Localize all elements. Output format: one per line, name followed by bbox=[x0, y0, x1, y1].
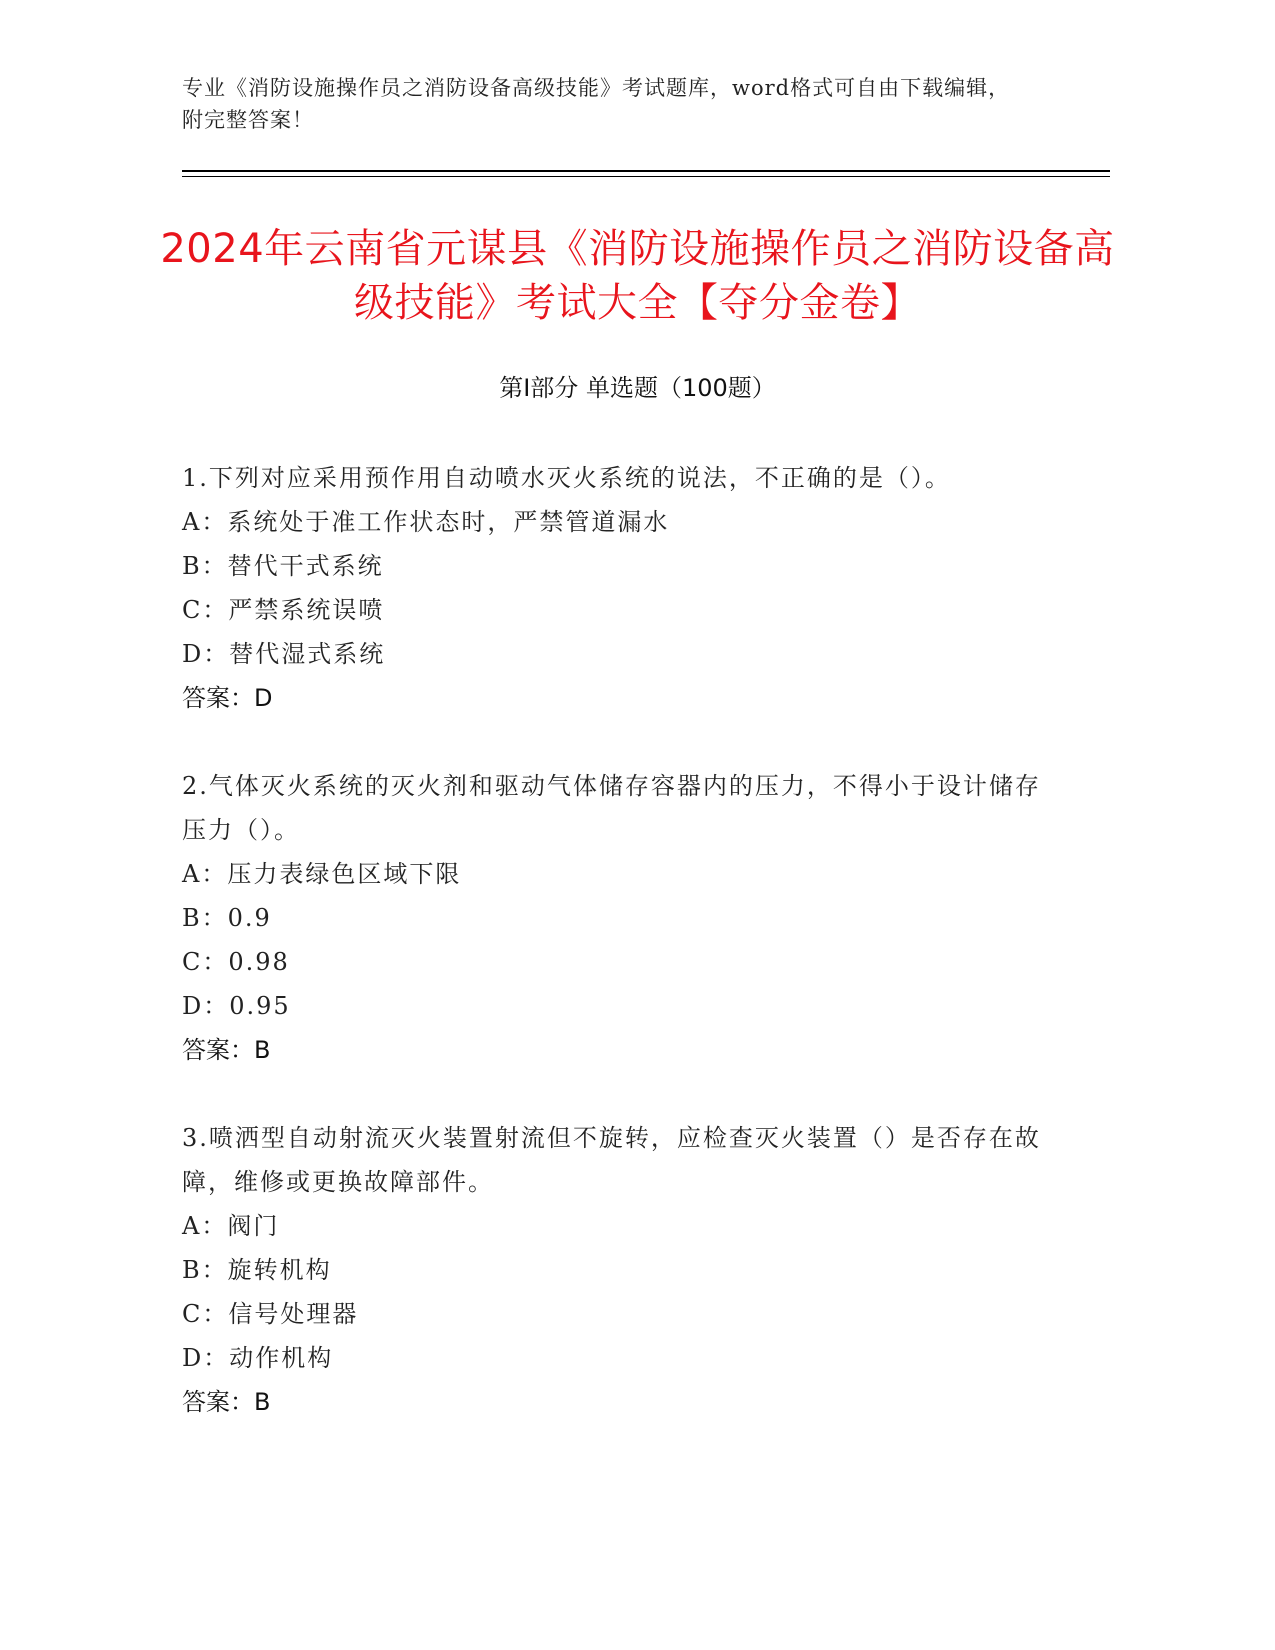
header-note: 专业《消防设施操作员之消防设备高级技能》考试题库，word格式可自由下载编辑，附完整答案！ bbox=[182, 76, 1011, 132]
question-item bbox=[182, 764, 1062, 1072]
option-c: C：信号处理器 bbox=[182, 1300, 359, 1328]
header-divider-thin bbox=[182, 176, 1110, 177]
answer: 答案：B bbox=[182, 1036, 271, 1064]
option-d: D：0.95 bbox=[182, 992, 291, 1020]
option-d: D：替代湿式系统 bbox=[182, 640, 386, 668]
option-c: C：严禁系统误喷 bbox=[182, 596, 385, 624]
section-heading: 第I部分 单选题（100题） bbox=[499, 374, 776, 402]
option-c: C：0.98 bbox=[182, 948, 290, 976]
option-a: A：阀门 bbox=[182, 1212, 280, 1240]
question-item bbox=[182, 1116, 1062, 1424]
option-b: B：0.9 bbox=[182, 904, 272, 932]
document-title: 2024年云南省元谋县《消防设施操作员之消防设备高级技能》考试大全【夺分金卷】 bbox=[160, 226, 1115, 326]
option-b: B：替代干式系统 bbox=[182, 552, 384, 580]
option-a: A：系统处于准工作状态时，严禁管道漏水 bbox=[182, 508, 670, 536]
question-list bbox=[182, 456, 1062, 1468]
option-a: A：压力表绿色区域下限 bbox=[182, 860, 462, 888]
question-item bbox=[182, 456, 1062, 720]
header-divider-thick bbox=[182, 170, 1110, 172]
question-stem: 1.下列对应采用预作用自动喷水灭火系统的说法，不正确的是（）。 bbox=[182, 464, 951, 492]
question-stem: 3.喷洒型自动射流灭火装置射流但不旋转，应检查灭火装置（）是否存在故障，维修或更换故障部件。 bbox=[182, 1124, 1041, 1196]
answer: 答案：B bbox=[182, 1388, 271, 1416]
answer: 答案：D bbox=[182, 684, 273, 712]
question-stem: 2.气体灭火系统的灭火剂和驱动气体储存容器内的压力，不得小于设计储存压力（）。 bbox=[182, 772, 1041, 844]
option-b: B：旋转机构 bbox=[182, 1256, 332, 1284]
option-d: D：动作机构 bbox=[182, 1344, 334, 1372]
